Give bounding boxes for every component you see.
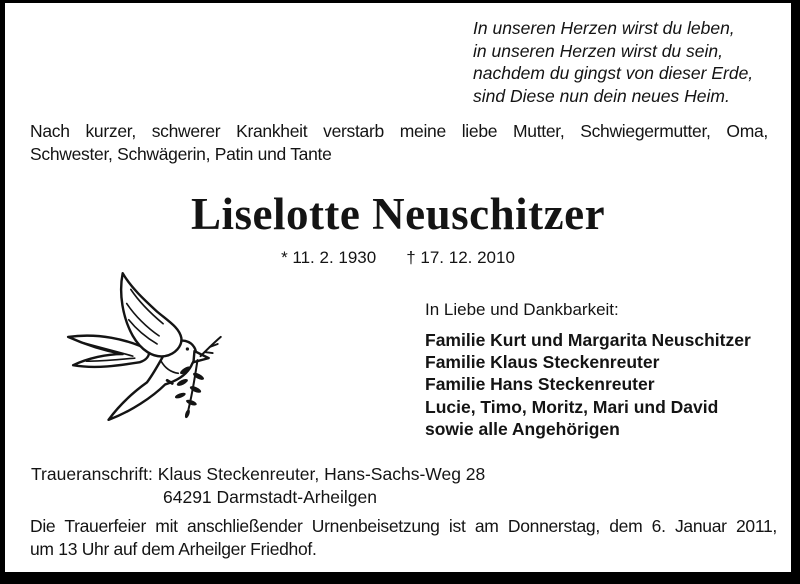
intro-line: Nach kurzer, schwerer Krankheit verstarb meine liebe Mutter, Schwiegermutter, Oma, (30, 121, 768, 141)
poem-line: nachdem du gingst von dieser Erde, (473, 63, 754, 83)
death-date: † 17. 12. 2010 (406, 248, 515, 267)
condolence-heading: In Liebe und Dankbarkeit: (425, 300, 619, 319)
poem-line: in unseren Herzen wirst du sein, (473, 40, 723, 61)
poem-line: sind Diese nun dein neues Heim. (473, 85, 730, 106)
address-line: 64291 Darmstadt-Arheilgen (163, 487, 378, 507)
mourner-line: Lucie, Timo, Moritz, Mari und David (425, 396, 719, 417)
address-line: Klaus Steckenreuter, Hans-Sachs-Weg 28 (157, 464, 486, 484)
dove-with-olive-branch-icon (60, 265, 242, 427)
funeral-line: Die Trauerfeier mit anschließender Urnenbeisetzung ist am Donnerstag, dem 6. Januar 2011, (30, 516, 777, 536)
obituary-notice (5, 3, 791, 572)
mourner-line: sowie alle Angehörigen (425, 418, 620, 439)
mourner-line: Familie Kurt und Margarita Neuschitzer (425, 330, 751, 350)
poem-line: In unseren Herzen wirst du leben, (473, 18, 735, 38)
mourner-line: Familie Hans Steckenreuter (425, 374, 655, 395)
mourner-line: Familie Klaus Steckenreuter (425, 352, 660, 373)
funeral-line: um 13 Uhr auf dem Arheilger Friedhof. (30, 539, 317, 559)
memorial-poem (473, 17, 753, 107)
deceased-name: Liselotte Neuschitzer (190, 189, 606, 239)
address-label: Traueranschrift: (31, 464, 153, 484)
birth-date: * 11. 2. 1930 (281, 248, 377, 267)
mourners-list (425, 329, 751, 440)
intro-text (30, 120, 768, 166)
funeral-info (30, 515, 777, 561)
mourning-address (31, 463, 485, 509)
intro-line: Schwester, Schwägerin, Patin und Tante (30, 144, 332, 164)
